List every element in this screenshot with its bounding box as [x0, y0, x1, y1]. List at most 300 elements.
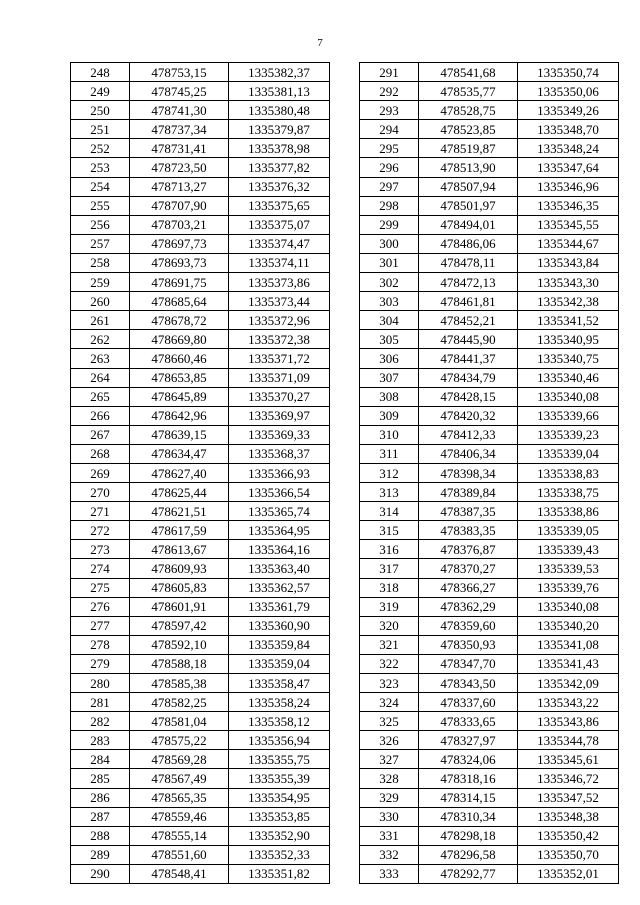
x-coordinate-cell: 478383,35	[419, 521, 518, 540]
y-coordinate-cell: 1335347,64	[518, 158, 619, 177]
x-coordinate-cell: 478645,89	[130, 387, 229, 406]
y-coordinate-cell: 1335358,24	[229, 693, 330, 712]
point-number-cell: 295	[360, 139, 419, 158]
y-coordinate-cell: 1335363,40	[229, 559, 330, 578]
x-coordinate-cell: 478551,60	[130, 845, 229, 864]
x-coordinate-cell: 478617,59	[130, 521, 229, 540]
table-row	[360, 693, 619, 712]
table-row	[71, 674, 330, 693]
point-number-cell: 267	[71, 425, 130, 444]
x-coordinate-cell: 478753,15	[130, 63, 229, 82]
point-number-cell: 286	[71, 788, 130, 807]
y-coordinate-cell: 1335366,54	[229, 483, 330, 502]
point-number-cell: 319	[360, 597, 419, 616]
table-row	[71, 483, 330, 502]
x-coordinate-cell: 478296,58	[419, 845, 518, 864]
table-row	[71, 215, 330, 234]
y-coordinate-cell: 1335350,42	[518, 826, 619, 845]
y-coordinate-cell: 1335374,47	[229, 234, 330, 253]
point-number-cell: 253	[71, 158, 130, 177]
x-coordinate-cell: 478298,18	[419, 826, 518, 845]
point-number-cell: 318	[360, 578, 419, 597]
y-coordinate-cell: 1335362,57	[229, 578, 330, 597]
point-number-cell: 268	[71, 444, 130, 463]
table-row	[71, 654, 330, 673]
x-coordinate-cell: 478693,73	[130, 253, 229, 272]
point-number-cell: 271	[71, 502, 130, 521]
x-coordinate-cell: 478627,40	[130, 463, 229, 482]
table-row	[360, 177, 619, 196]
x-coordinate-cell: 478376,87	[419, 540, 518, 559]
point-number-cell: 263	[71, 349, 130, 368]
table-row	[71, 292, 330, 311]
table-row	[71, 864, 330, 883]
y-coordinate-cell: 1335371,72	[229, 349, 330, 368]
x-coordinate-cell: 478318,16	[419, 769, 518, 788]
x-coordinate-cell: 478441,37	[419, 349, 518, 368]
table-row	[71, 559, 330, 578]
table-row	[71, 597, 330, 616]
table-row	[71, 712, 330, 731]
table-row	[360, 769, 619, 788]
x-coordinate-cell: 478713,27	[130, 177, 229, 196]
table-row	[360, 731, 619, 750]
x-coordinate-cell: 478370,27	[419, 559, 518, 578]
y-coordinate-cell: 1335369,97	[229, 406, 330, 425]
point-number-cell: 306	[360, 349, 419, 368]
point-number-cell: 303	[360, 292, 419, 311]
table-row	[71, 82, 330, 101]
table-row	[360, 253, 619, 272]
x-coordinate-cell: 478621,51	[130, 502, 229, 521]
x-coordinate-cell: 478559,46	[130, 807, 229, 826]
table-row	[360, 139, 619, 158]
x-coordinate-cell: 478581,04	[130, 712, 229, 731]
table-row	[360, 502, 619, 521]
y-coordinate-cell: 1335382,37	[229, 63, 330, 82]
x-coordinate-cell: 478541,68	[419, 63, 518, 82]
y-coordinate-cell: 1335344,78	[518, 731, 619, 750]
point-number-cell: 301	[360, 253, 419, 272]
y-coordinate-cell: 1335339,53	[518, 559, 619, 578]
x-coordinate-cell: 478697,73	[130, 234, 229, 253]
x-coordinate-cell: 478678,72	[130, 311, 229, 330]
y-coordinate-cell: 1335375,65	[229, 196, 330, 215]
y-coordinate-cell: 1335339,04	[518, 444, 619, 463]
table-row	[360, 158, 619, 177]
point-number-cell: 313	[360, 483, 419, 502]
y-coordinate-cell: 1335341,43	[518, 654, 619, 673]
y-coordinate-cell: 1335371,09	[229, 368, 330, 387]
x-coordinate-cell: 478625,44	[130, 483, 229, 502]
y-coordinate-cell: 1335343,84	[518, 253, 619, 272]
y-coordinate-cell: 1335359,84	[229, 635, 330, 654]
point-number-cell: 285	[71, 769, 130, 788]
table-row	[360, 387, 619, 406]
point-number-cell: 273	[71, 540, 130, 559]
y-coordinate-cell: 1335339,23	[518, 425, 619, 444]
y-coordinate-cell: 1335354,95	[229, 788, 330, 807]
point-number-cell: 270	[71, 483, 130, 502]
x-coordinate-cell: 478478,11	[419, 253, 518, 272]
table-row	[360, 674, 619, 693]
table-row	[360, 559, 619, 578]
table-row	[360, 82, 619, 101]
y-coordinate-cell: 1335343,30	[518, 273, 619, 292]
table-row	[71, 387, 330, 406]
y-coordinate-cell: 1335375,07	[229, 215, 330, 234]
table-row	[71, 273, 330, 292]
point-number-cell: 275	[71, 578, 130, 597]
y-coordinate-cell: 1335346,96	[518, 177, 619, 196]
y-coordinate-cell: 1335369,33	[229, 425, 330, 444]
x-coordinate-cell: 478359,60	[419, 616, 518, 635]
point-number-cell: 280	[71, 674, 130, 693]
point-number-cell: 259	[71, 273, 130, 292]
table-row	[71, 368, 330, 387]
y-coordinate-cell: 1335342,09	[518, 674, 619, 693]
point-number-cell: 307	[360, 368, 419, 387]
y-coordinate-cell: 1335376,32	[229, 177, 330, 196]
x-coordinate-cell: 478387,35	[419, 502, 518, 521]
x-coordinate-cell: 478569,28	[130, 750, 229, 769]
y-coordinate-cell: 1335345,61	[518, 750, 619, 769]
x-coordinate-cell: 478723,50	[130, 158, 229, 177]
table-row	[71, 693, 330, 712]
table-row	[360, 578, 619, 597]
point-number-cell: 258	[71, 253, 130, 272]
point-number-cell: 329	[360, 788, 419, 807]
point-number-cell: 328	[360, 769, 419, 788]
point-number-cell: 255	[71, 196, 130, 215]
y-coordinate-cell: 1335342,38	[518, 292, 619, 311]
point-number-cell: 264	[71, 368, 130, 387]
x-coordinate-cell: 478366,27	[419, 578, 518, 597]
x-coordinate-cell: 478343,50	[419, 674, 518, 693]
y-coordinate-cell: 1335343,86	[518, 712, 619, 731]
x-coordinate-cell: 478703,21	[130, 215, 229, 234]
x-coordinate-cell: 478362,29	[419, 597, 518, 616]
point-number-cell: 309	[360, 406, 419, 425]
point-number-cell: 250	[71, 101, 130, 120]
y-coordinate-cell: 1335372,96	[229, 311, 330, 330]
table-row	[71, 349, 330, 368]
x-coordinate-cell: 478653,85	[130, 368, 229, 387]
point-number-cell: 330	[360, 807, 419, 826]
y-coordinate-cell: 1335340,08	[518, 387, 619, 406]
y-coordinate-cell: 1335340,08	[518, 597, 619, 616]
coordinates-table-right	[359, 62, 619, 884]
point-number-cell: 302	[360, 273, 419, 292]
y-coordinate-cell: 1335352,01	[518, 864, 619, 883]
point-number-cell: 320	[360, 616, 419, 635]
y-coordinate-cell: 1335370,27	[229, 387, 330, 406]
point-number-cell: 256	[71, 215, 130, 234]
point-number-cell: 314	[360, 502, 419, 521]
y-coordinate-cell: 1335340,20	[518, 616, 619, 635]
table-row	[71, 101, 330, 120]
table-row	[360, 101, 619, 120]
y-coordinate-cell: 1335339,76	[518, 578, 619, 597]
table-row	[360, 712, 619, 731]
point-number-cell: 283	[71, 731, 130, 750]
point-number-cell: 254	[71, 177, 130, 196]
x-coordinate-cell: 478585,38	[130, 674, 229, 693]
x-coordinate-cell: 478486,06	[419, 234, 518, 253]
x-coordinate-cell: 478691,75	[130, 273, 229, 292]
point-number-cell: 331	[360, 826, 419, 845]
table-row	[360, 807, 619, 826]
x-coordinate-cell: 478634,47	[130, 444, 229, 463]
table-row	[360, 597, 619, 616]
table-row	[71, 63, 330, 82]
x-coordinate-cell: 478582,25	[130, 693, 229, 712]
y-coordinate-cell: 1335361,79	[229, 597, 330, 616]
point-number-cell: 299	[360, 215, 419, 234]
point-number-cell: 278	[71, 635, 130, 654]
point-number-cell: 287	[71, 807, 130, 826]
x-coordinate-cell: 478412,33	[419, 425, 518, 444]
y-coordinate-cell: 1335377,82	[229, 158, 330, 177]
point-number-cell: 288	[71, 826, 130, 845]
table-row	[71, 406, 330, 425]
point-number-cell: 317	[360, 559, 419, 578]
x-coordinate-cell: 478639,15	[130, 425, 229, 444]
table-row	[360, 425, 619, 444]
y-coordinate-cell: 1335339,43	[518, 540, 619, 559]
point-number-cell: 276	[71, 597, 130, 616]
y-coordinate-cell: 1335379,87	[229, 120, 330, 139]
table-row	[71, 139, 330, 158]
point-number-cell: 257	[71, 234, 130, 253]
table-row	[71, 425, 330, 444]
table-row	[71, 807, 330, 826]
point-number-cell: 297	[360, 177, 419, 196]
table-row	[71, 788, 330, 807]
table-row	[71, 731, 330, 750]
x-coordinate-cell: 478685,64	[130, 292, 229, 311]
y-coordinate-cell: 1335350,70	[518, 845, 619, 864]
point-number-cell: 249	[71, 82, 130, 101]
y-coordinate-cell: 1335350,06	[518, 82, 619, 101]
table-row	[71, 635, 330, 654]
point-number-cell: 290	[71, 864, 130, 883]
point-number-cell: 332	[360, 845, 419, 864]
y-coordinate-cell: 1335372,38	[229, 330, 330, 349]
x-coordinate-cell: 478324,06	[419, 750, 518, 769]
y-coordinate-cell: 1335358,47	[229, 674, 330, 693]
point-number-cell: 272	[71, 521, 130, 540]
x-coordinate-cell: 478597,42	[130, 616, 229, 635]
x-coordinate-cell: 478292,77	[419, 864, 518, 883]
y-coordinate-cell: 1335352,90	[229, 826, 330, 845]
x-coordinate-cell: 478333,65	[419, 712, 518, 731]
point-number-cell: 326	[360, 731, 419, 750]
point-number-cell: 310	[360, 425, 419, 444]
table-row	[71, 330, 330, 349]
point-number-cell: 316	[360, 540, 419, 559]
point-number-cell: 325	[360, 712, 419, 731]
point-number-cell: 269	[71, 463, 130, 482]
point-number-cell: 312	[360, 463, 419, 482]
x-coordinate-cell: 478350,93	[419, 635, 518, 654]
table-row	[360, 330, 619, 349]
x-coordinate-cell: 478528,75	[419, 101, 518, 120]
y-coordinate-cell: 1335348,70	[518, 120, 619, 139]
y-coordinate-cell: 1335346,72	[518, 769, 619, 788]
page-number: 7	[317, 37, 323, 49]
point-number-cell: 322	[360, 654, 419, 673]
y-coordinate-cell: 1335338,75	[518, 483, 619, 502]
y-coordinate-cell: 1335366,93	[229, 463, 330, 482]
table-row	[71, 177, 330, 196]
y-coordinate-cell: 1335343,22	[518, 693, 619, 712]
table-row	[71, 521, 330, 540]
x-coordinate-cell: 478452,21	[419, 311, 518, 330]
x-coordinate-cell: 478555,14	[130, 826, 229, 845]
x-coordinate-cell: 478513,90	[419, 158, 518, 177]
x-coordinate-cell: 478337,60	[419, 693, 518, 712]
y-coordinate-cell: 1335351,82	[229, 864, 330, 883]
x-coordinate-cell: 478398,34	[419, 463, 518, 482]
point-number-cell: 294	[360, 120, 419, 139]
point-number-cell: 324	[360, 693, 419, 712]
y-coordinate-cell: 1335358,12	[229, 712, 330, 731]
table-row	[360, 521, 619, 540]
table-row	[360, 788, 619, 807]
table-row	[360, 196, 619, 215]
table-row	[360, 845, 619, 864]
x-coordinate-cell: 478660,46	[130, 349, 229, 368]
point-number-cell: 291	[360, 63, 419, 82]
y-coordinate-cell: 1335355,39	[229, 769, 330, 788]
point-number-cell: 262	[71, 330, 130, 349]
x-coordinate-cell: 478669,80	[130, 330, 229, 349]
y-coordinate-cell: 1335340,46	[518, 368, 619, 387]
point-number-cell: 281	[71, 693, 130, 712]
y-coordinate-cell: 1335364,16	[229, 540, 330, 559]
y-coordinate-cell: 1335356,94	[229, 731, 330, 750]
y-coordinate-cell: 1335373,86	[229, 273, 330, 292]
point-number-cell: 327	[360, 750, 419, 769]
x-coordinate-cell: 478642,96	[130, 406, 229, 425]
table-row	[360, 311, 619, 330]
point-number-cell: 265	[71, 387, 130, 406]
point-number-cell: 252	[71, 139, 130, 158]
x-coordinate-cell: 478347,70	[419, 654, 518, 673]
table-row	[360, 368, 619, 387]
y-coordinate-cell: 1335348,38	[518, 807, 619, 826]
y-coordinate-cell: 1335381,13	[229, 82, 330, 101]
y-coordinate-cell: 1335374,11	[229, 253, 330, 272]
x-coordinate-cell: 478507,94	[419, 177, 518, 196]
x-coordinate-cell: 478601,91	[130, 597, 229, 616]
x-coordinate-cell: 478428,15	[419, 387, 518, 406]
y-coordinate-cell: 1335353,85	[229, 807, 330, 826]
x-coordinate-cell: 478406,34	[419, 444, 518, 463]
y-coordinate-cell: 1335346,35	[518, 196, 619, 215]
x-coordinate-cell: 478609,93	[130, 559, 229, 578]
point-number-cell: 323	[360, 674, 419, 693]
table-row	[71, 502, 330, 521]
table-row	[71, 253, 330, 272]
point-number-cell: 315	[360, 521, 419, 540]
table-row	[360, 463, 619, 482]
table-row	[360, 292, 619, 311]
table-row	[71, 845, 330, 864]
point-number-cell: 289	[71, 845, 130, 864]
y-coordinate-cell: 1335347,52	[518, 788, 619, 807]
table-row	[71, 769, 330, 788]
table-row	[71, 463, 330, 482]
table-row	[360, 654, 619, 673]
point-number-cell: 279	[71, 654, 130, 673]
y-coordinate-cell: 1335378,98	[229, 139, 330, 158]
point-number-cell: 261	[71, 311, 130, 330]
table-row	[360, 120, 619, 139]
x-coordinate-cell: 478535,77	[419, 82, 518, 101]
x-coordinate-cell: 478548,41	[130, 864, 229, 883]
x-coordinate-cell: 478567,49	[130, 769, 229, 788]
table-row	[71, 750, 330, 769]
y-coordinate-cell: 1335345,55	[518, 215, 619, 234]
x-coordinate-cell: 478472,13	[419, 273, 518, 292]
table-row	[360, 616, 619, 635]
y-coordinate-cell: 1335341,08	[518, 635, 619, 654]
table-row	[360, 63, 619, 82]
x-coordinate-cell: 478494,01	[419, 215, 518, 234]
table-row	[71, 234, 330, 253]
y-coordinate-cell: 1335352,33	[229, 845, 330, 864]
y-coordinate-cell: 1335340,95	[518, 330, 619, 349]
y-coordinate-cell: 1335360,90	[229, 616, 330, 635]
x-coordinate-cell: 478327,97	[419, 731, 518, 750]
x-coordinate-cell: 478314,15	[419, 788, 518, 807]
x-coordinate-cell: 478605,83	[130, 578, 229, 597]
x-coordinate-cell: 478389,84	[419, 483, 518, 502]
y-coordinate-cell: 1335365,74	[229, 502, 330, 521]
x-coordinate-cell: 478445,90	[419, 330, 518, 349]
point-number-cell: 321	[360, 635, 419, 654]
coordinates-table-left	[70, 62, 330, 884]
point-number-cell: 298	[360, 196, 419, 215]
x-coordinate-cell: 478523,85	[419, 120, 518, 139]
table-row	[360, 750, 619, 769]
y-coordinate-cell: 1335364,95	[229, 521, 330, 540]
point-number-cell: 274	[71, 559, 130, 578]
x-coordinate-cell: 478745,25	[130, 82, 229, 101]
table-row	[71, 158, 330, 177]
x-coordinate-cell: 478588,18	[130, 654, 229, 673]
table-row	[360, 483, 619, 502]
point-number-cell: 284	[71, 750, 130, 769]
table-row	[360, 540, 619, 559]
y-coordinate-cell: 1335340,75	[518, 349, 619, 368]
x-coordinate-cell: 478741,30	[130, 101, 229, 120]
y-coordinate-cell: 1335349,26	[518, 101, 619, 120]
x-coordinate-cell: 478434,79	[419, 368, 518, 387]
table-row	[71, 578, 330, 597]
x-coordinate-cell: 478731,41	[130, 139, 229, 158]
table-row	[71, 444, 330, 463]
x-coordinate-cell: 478737,34	[130, 120, 229, 139]
x-coordinate-cell: 478565,35	[130, 788, 229, 807]
table-row	[360, 234, 619, 253]
y-coordinate-cell: 1335344,67	[518, 234, 619, 253]
table-row	[360, 635, 619, 654]
table-row	[71, 826, 330, 845]
table-row	[360, 215, 619, 234]
